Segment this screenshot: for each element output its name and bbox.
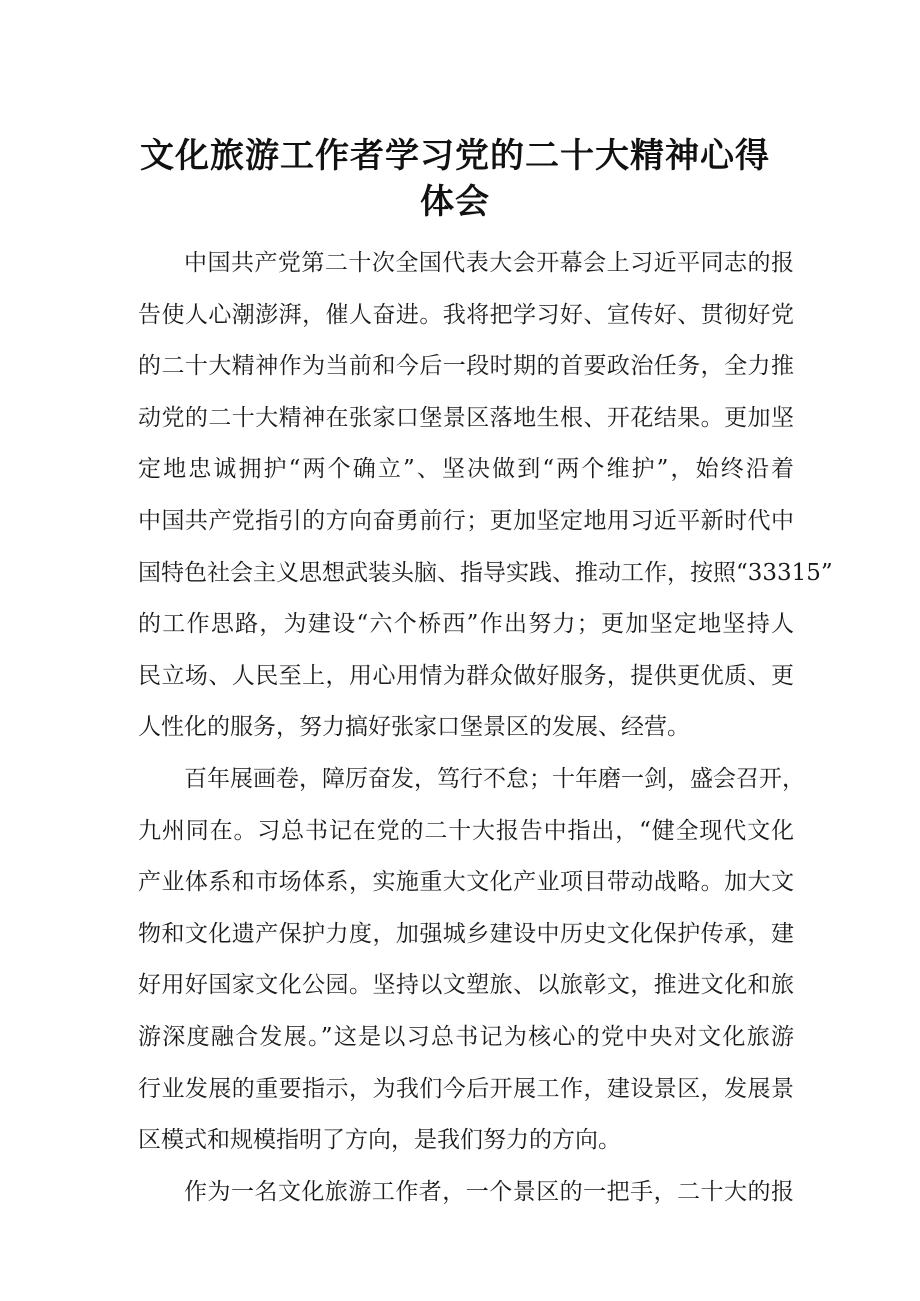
paragraph-1-line: 动党的二十大精神在张家口堡景区落地生根、开花结果。更加坚	[138, 404, 794, 431]
paragraph-1-line: 告使人心潮澎湃，催人奋进。我将把学习好、宣传好、贯彻好党	[138, 301, 794, 328]
paragraph-1-line: 的工作思路，为建设“六个桥西”作出努力；更加坚定地坚持人	[138, 611, 794, 638]
document-title-line-2: 体会	[420, 182, 490, 222]
paragraph-1-line: 定地忠诚拥护“两个确立”、坚决做到“两个维护”，始终沿着	[138, 456, 794, 483]
paragraph-3-line: 作为一名文化旅游工作者，一个景区的一把手，二十大的报	[184, 1178, 794, 1205]
paragraph-2-line: 好用好国家文化公园。坚持以文塑旅、以旅彰文，推进文化和旅	[138, 972, 794, 999]
paragraph-2-line: 九州同在。习总书记在党的二十大报告中指出，“健全现代文化	[138, 817, 794, 844]
paragraph-1-line: 民立场、人民至上，用心用情为群众做好服务，提供更优质、更	[138, 662, 794, 689]
document-body	[138, 238, 833, 1218]
paragraph-2-line: 物和文化遗产保护力度，加强城乡建设中历史文化保护传承，建	[138, 920, 794, 947]
paragraph-1-line: 国特色社会主义思想武装头脑、指导实践、推动工作，按照“33315”	[138, 559, 833, 586]
paragraph-2-line: 产业体系和市场体系，实施重大文化产业项目带动战略。加大文	[138, 869, 794, 896]
paragraph-1-line: 人性化的服务，努力搞好张家口堡景区的发展、经营。	[138, 714, 690, 741]
paragraph-2-line: 区模式和规模指明了方向，是我们努力的方向。	[138, 1127, 621, 1154]
paragraph-2-line: 百年展画卷，障厉奋发，笃行不怠；十年磨一剑，盛会召开，	[184, 765, 805, 792]
document-title-line-1: 文化旅游工作者学习党的二十大精神心得	[140, 136, 770, 176]
paragraph-1-line: 中国共产党指引的方向奋勇前行；更加坚定地用习近平新时代中	[138, 507, 794, 534]
paragraph-2-line: 行业发展的重要指示，为我们今后开展工作，建设景区，发展景	[138, 1075, 794, 1102]
paragraph-2-line: 游深度融合发展。”这是以习总书记为核心的党中央对文化旅游	[138, 1023, 794, 1050]
paragraph-1-line: 中国共产党第二十次全国代表大会开幕会上习近平同志的报	[184, 250, 794, 276]
paragraph-1-line: 的二十大精神作为当前和今后一段时期的首要政治任务，全力推	[138, 353, 794, 380]
